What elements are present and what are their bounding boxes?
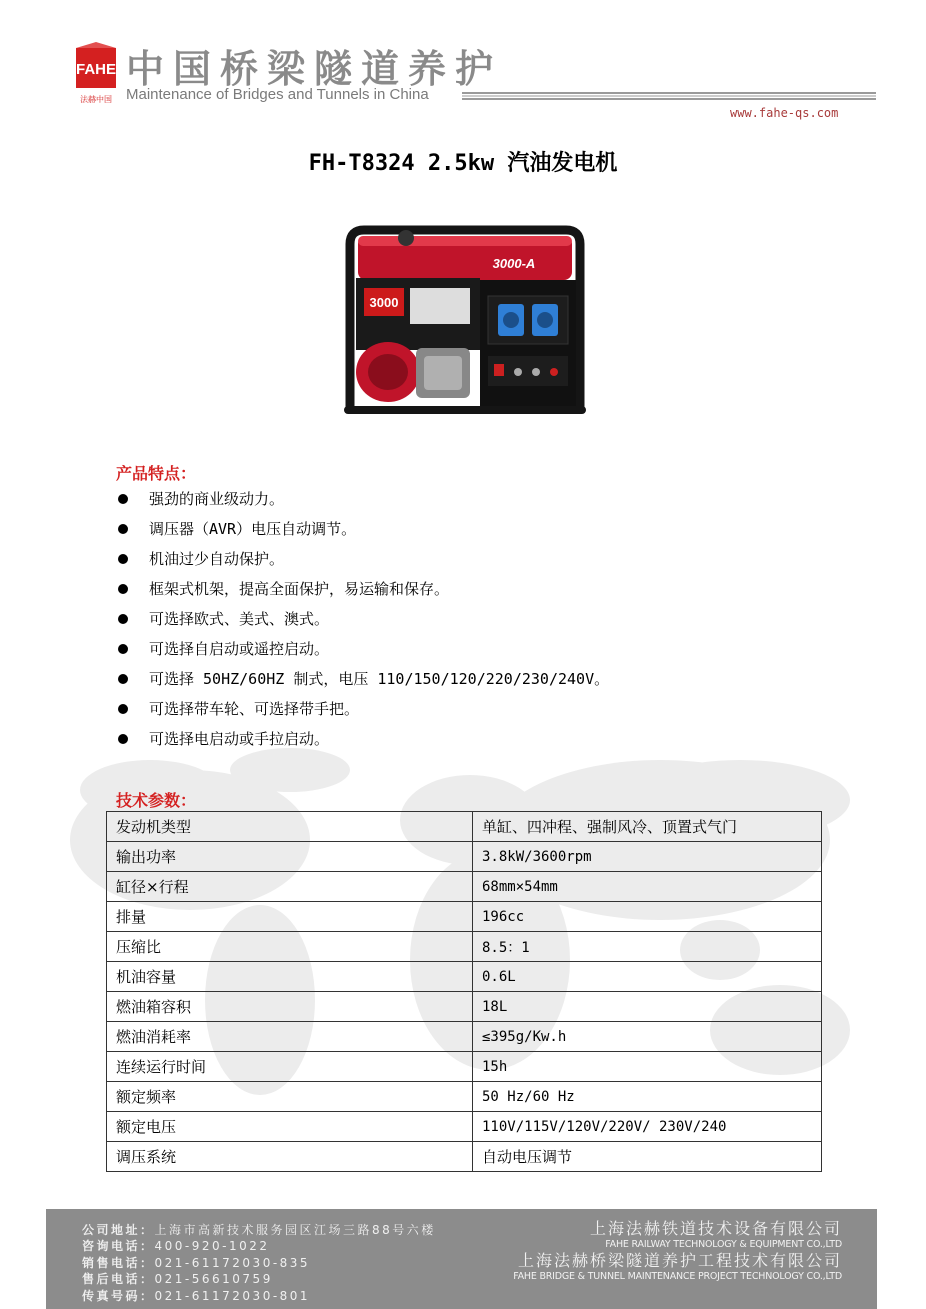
bullet-icon bbox=[118, 554, 128, 564]
list-item bbox=[118, 574, 838, 604]
spec-value: 110V/115V/120V/220V/ 230V/240 bbox=[473, 1112, 822, 1142]
bullet-icon bbox=[118, 644, 128, 654]
spec-label: 机油容量 bbox=[107, 962, 473, 992]
bullet-icon bbox=[118, 734, 128, 744]
spec-value: 单缸、四冲程、强制风冷、顶置式气门 bbox=[473, 812, 822, 842]
feature-text: 可选择电启动或手拉启动。 bbox=[149, 730, 330, 748]
spec-label: 排量 bbox=[107, 902, 473, 932]
spec-value: 18L bbox=[473, 992, 822, 1022]
spec-value: 3.8kW/3600rpm bbox=[473, 842, 822, 872]
contact-fax: 传真号码：021-61172030-801 bbox=[82, 1288, 311, 1303]
feature-text: 可选择带车轮、可选择带手把。 bbox=[149, 700, 360, 718]
contact-sales-phone: 销售电话：021-61172030-835 bbox=[82, 1255, 311, 1270]
spec-label: 额定频率 bbox=[107, 1082, 473, 1112]
spec-value: 自动电压调节 bbox=[473, 1142, 822, 1172]
bullet-icon bbox=[118, 614, 128, 624]
bullet-icon bbox=[118, 674, 128, 684]
feature-text: 强劲的商业级动力。 bbox=[149, 490, 285, 508]
feature-text: 调压器（AVR）电压自动调节。 bbox=[149, 520, 357, 538]
specs-heading: 技术参数： bbox=[116, 791, 197, 810]
table-row bbox=[107, 1142, 822, 1172]
header-rule bbox=[462, 92, 876, 100]
table-row bbox=[107, 1052, 822, 1082]
list-item bbox=[118, 694, 838, 724]
table-row bbox=[107, 842, 822, 872]
list-item bbox=[118, 514, 838, 544]
list-item bbox=[118, 604, 838, 634]
feature-text: 机油过少自动保护。 bbox=[149, 550, 285, 568]
spec-value: 15h bbox=[473, 1052, 822, 1082]
spec-value: 196cc bbox=[473, 902, 822, 932]
contact-service-phone: 售后电话：021-56610759 bbox=[82, 1272, 273, 1287]
spec-value: 68mm×54mm bbox=[473, 872, 822, 902]
spec-value: 50 Hz/60 Hz bbox=[473, 1082, 822, 1112]
table-row bbox=[107, 902, 822, 932]
spec-label: 燃油箱容积 bbox=[107, 992, 473, 1022]
spec-value: 0.6L bbox=[473, 962, 822, 992]
features-list bbox=[118, 484, 838, 754]
spec-table bbox=[106, 811, 822, 1172]
bullet-icon bbox=[118, 494, 128, 504]
spec-label: 额定电压 bbox=[107, 1112, 473, 1142]
list-item bbox=[118, 664, 838, 694]
page-title: FH-T8324 2.5kw 汽油发电机 bbox=[308, 151, 618, 176]
table-row bbox=[107, 962, 822, 992]
fahe-logo bbox=[74, 42, 118, 104]
spec-label: 输出功率 bbox=[107, 842, 473, 872]
list-item bbox=[118, 724, 838, 754]
brand-name-cn: 中国桥梁隧道养护 bbox=[126, 47, 503, 91]
spec-value: ≤395g/Kw.h bbox=[473, 1022, 822, 1052]
bullet-icon bbox=[118, 704, 128, 714]
footer-contacts bbox=[82, 1222, 436, 1304]
spec-label: 连续运行时间 bbox=[107, 1052, 473, 1082]
table-row bbox=[107, 992, 822, 1022]
table-row bbox=[107, 932, 822, 962]
table-row bbox=[107, 1082, 822, 1112]
logo-caption: 法赫中国 bbox=[80, 95, 112, 104]
company2-name-cn: 上海法赫桥梁隧道养护工程技术有限公司 bbox=[517, 1251, 842, 1270]
company1-name-en: FAHE RAILWAY TECHNOLOGY & EQUIPMENT CO.,LTD bbox=[605, 1239, 842, 1250]
contact-address: 公司地址：上海市高新技术服务园区江场三路88号六楼 bbox=[82, 1223, 436, 1237]
company2-name-en: FAHE BRIDGE & TUNNEL MAINTENANCE PROJECT TECHNOLOGY CO.,LTD bbox=[513, 1271, 842, 1282]
table-row bbox=[107, 872, 822, 902]
feature-text: 可选择欧式、美式、澳式。 bbox=[149, 610, 330, 628]
list-item bbox=[118, 634, 838, 664]
model-badge: 3000-A bbox=[492, 256, 536, 271]
spec-label: 缸径×行程 bbox=[107, 872, 473, 902]
feature-text: 可选择 50HZ/60HZ 制式，电压 110/150/120/220/230/240V。 bbox=[149, 670, 610, 688]
spec-label: 燃油消耗率 bbox=[107, 1022, 473, 1052]
footer-companies bbox=[490, 1219, 842, 1283]
panel-label: 3000 bbox=[369, 295, 399, 310]
spec-label: 压缩比 bbox=[107, 932, 473, 962]
generator-photo bbox=[336, 222, 594, 420]
logo-text: FAHE bbox=[75, 61, 117, 78]
list-item bbox=[118, 544, 838, 574]
spec-value: 8.5：1 bbox=[473, 932, 822, 962]
table-row bbox=[107, 1022, 822, 1052]
contact-inquiry-phone: 咨询电话：400-920-1022 bbox=[82, 1239, 270, 1254]
bullet-icon bbox=[118, 524, 128, 534]
spec-label: 发动机类型 bbox=[107, 812, 473, 842]
company1-name-cn: 上海法赫铁道技术设备有限公司 bbox=[589, 1219, 842, 1238]
list-item bbox=[118, 484, 838, 514]
spec-label: 调压系统 bbox=[107, 1142, 473, 1172]
table-row bbox=[107, 812, 822, 842]
feature-text: 框架式机架，提高全面保护，易运输和保存。 bbox=[149, 580, 450, 598]
bullet-icon bbox=[118, 584, 128, 594]
feature-text: 可选择自启动或遥控启动。 bbox=[149, 640, 330, 658]
website-url[interactable]: www.fahe-qs.com bbox=[730, 106, 839, 120]
features-heading: 产品特点： bbox=[116, 464, 197, 483]
table-row bbox=[107, 1112, 822, 1142]
brand-name-en: Maintenance of Bridges and Tunnels in China bbox=[126, 86, 429, 103]
